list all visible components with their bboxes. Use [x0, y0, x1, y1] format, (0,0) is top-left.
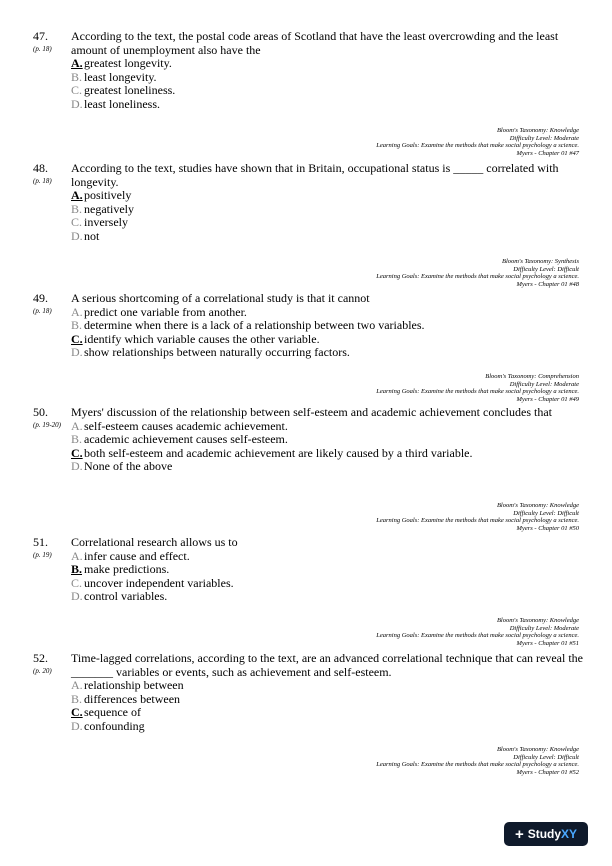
question-number: 51. — [33, 535, 48, 549]
option-d — [71, 460, 583, 474]
option-b — [71, 71, 583, 85]
option-c — [71, 333, 583, 347]
option-letter: D. — [71, 459, 83, 474]
option-text: make predictions. — [84, 562, 170, 577]
difficulty-level: Difficulty Level: Difficult — [513, 265, 579, 273]
option-text: least longevity. — [84, 69, 157, 84]
question-text: According to the text, the postal code areas of Scotland that have the least overcrowding and the least amount of unemployment also have the — [71, 29, 559, 57]
question-text: According to the text, studies have shown that in Britain, occupational status is _____ correlated with longevity. — [71, 161, 559, 189]
question-50 — [33, 406, 583, 474]
option-b — [71, 433, 583, 447]
question-metadata — [376, 373, 579, 403]
option-letter: D. — [71, 718, 83, 733]
blooms-taxonomy: Bloom's Taxonomy: Knowledge — [496, 617, 579, 624]
learning-goals: Learning Goals: Examine the methods that make social psychology a science. — [376, 142, 579, 150]
option-text: differences between — [84, 691, 181, 706]
option-text: greatest longevity. — [84, 56, 172, 70]
option-text: self-esteem causes academic achievement. — [84, 418, 288, 433]
source-reference: Myers - Chapter 01 #49 — [516, 395, 579, 403]
option-letter: D. — [71, 228, 83, 243]
source-reference: Myers - Chapter 01 #47 — [516, 149, 579, 157]
learning-goals: Learning Goals: Examine the methods that make social psychology a science. — [376, 761, 579, 769]
option-letter: A. — [71, 188, 83, 202]
blooms-taxonomy: Bloom's Taxonomy: Knowledge — [496, 502, 579, 509]
option-text: infer cause and effect. — [84, 548, 190, 563]
option-text: both self-esteem and academic achievement are likely caused by a third variable. — [84, 445, 473, 460]
option-a — [71, 679, 583, 693]
page-reference: (p. 19) — [33, 551, 52, 559]
option-d — [71, 720, 583, 734]
option-c — [71, 706, 583, 720]
option-text: not — [84, 228, 100, 243]
options-list — [71, 306, 583, 360]
option-text: identify which variable causes the other variable. — [84, 331, 320, 346]
studyxy-logo[interactable] — [504, 822, 588, 846]
option-a — [71, 306, 583, 320]
option-text: greatest loneliness. — [84, 83, 176, 98]
question-number: 52. — [33, 651, 48, 665]
option-letter: C. — [71, 445, 83, 460]
option-letter: D. — [71, 589, 83, 604]
question-48 — [33, 162, 583, 243]
option-text: show relationships between naturally occurring factors. — [84, 345, 350, 360]
page-reference: (p. 18) — [33, 307, 52, 315]
page-reference: (p. 19-20) — [33, 421, 61, 429]
blooms-taxonomy: Bloom's Taxonomy: Synthesis — [502, 258, 579, 265]
options-list — [71, 57, 583, 111]
question-metadata — [376, 502, 579, 532]
option-text: predict one variable from another. — [84, 304, 247, 319]
option-d — [71, 346, 583, 360]
options-list — [71, 420, 583, 474]
option-text: control variables. — [84, 589, 168, 604]
question-number: 50. — [33, 405, 48, 419]
question-text: Myers' discussion of the relationship between self-esteem and academic achievement concludes that — [71, 405, 552, 419]
learning-goals: Learning Goals: Examine the methods that make social psychology a science. — [376, 517, 579, 525]
source-reference: Myers - Chapter 01 #52 — [516, 768, 579, 776]
option-c — [71, 216, 583, 230]
option-text: inversely — [84, 215, 128, 230]
option-a — [71, 57, 583, 71]
option-letter: B. — [71, 201, 83, 216]
question-47 — [33, 30, 583, 111]
option-letter: C. — [71, 705, 83, 720]
options-list — [71, 550, 583, 604]
option-text: determine when there is a lack of a relationship between two variables. — [84, 318, 425, 333]
option-letter: C. — [71, 215, 83, 230]
question-number: 49. — [33, 291, 48, 305]
option-letter: D. — [71, 345, 83, 360]
option-letter: B. — [71, 562, 83, 577]
option-letter: D. — [71, 96, 83, 111]
option-b — [71, 319, 583, 333]
option-text: academic achievement causes self-esteem. — [84, 432, 288, 447]
option-text: uncover independent variables. — [84, 575, 234, 590]
question-metadata — [376, 258, 579, 288]
question-text: Time-lagged correlations, according to the text, are an advanced correlational technique that can reveal the _______ variables or events, such as achievement and self-esteem. — [71, 651, 583, 679]
source-reference: Myers - Chapter 01 #50 — [516, 524, 579, 532]
option-c — [71, 84, 583, 98]
question-number: 48. — [33, 161, 48, 175]
option-letter: A. — [71, 418, 83, 433]
blooms-taxonomy: Bloom's Taxonomy: Comprehension — [485, 373, 579, 380]
page-reference: (p. 20) — [33, 667, 52, 675]
option-letter: C. — [71, 331, 83, 346]
question-metadata — [376, 617, 579, 647]
option-text: negatively — [84, 201, 134, 216]
option-text: positively — [84, 188, 132, 202]
option-letter: B. — [71, 691, 83, 706]
logo-brand-text: Study — [527, 827, 562, 841]
option-letter: A. — [71, 304, 83, 319]
page-reference: (p. 18) — [33, 45, 52, 53]
option-letter: A. — [71, 56, 83, 70]
option-letter: A. — [71, 548, 83, 563]
question-52 — [33, 652, 583, 733]
question-49 — [33, 292, 583, 360]
source-reference: Myers - Chapter 01 #48 — [516, 280, 579, 288]
learning-goals: Learning Goals: Examine the methods that make social psychology a science. — [376, 388, 579, 396]
option-a — [71, 420, 583, 434]
option-b — [71, 563, 583, 577]
blooms-taxonomy: Bloom's Taxonomy: Knowledge — [496, 127, 579, 134]
difficulty-level: Difficulty Level: Difficult — [513, 753, 579, 761]
options-list — [71, 679, 583, 733]
option-letter: B. — [71, 69, 83, 84]
options-list — [71, 189, 583, 243]
difficulty-level: Difficulty Level: Difficult — [513, 509, 579, 517]
option-letter: B. — [71, 432, 83, 447]
question-51 — [33, 536, 583, 604]
page-reference: (p. 18) — [33, 177, 52, 185]
option-text: sequence of — [84, 705, 141, 720]
option-a — [71, 550, 583, 564]
difficulty-level: Difficulty Level: Moderate — [509, 134, 579, 142]
question-metadata — [376, 127, 579, 157]
source-reference: Myers - Chapter 01 #51 — [516, 639, 579, 647]
logo-brand-accent: XY — [561, 827, 578, 841]
option-b — [71, 203, 583, 217]
option-letter: B. — [71, 318, 83, 333]
question-metadata — [376, 746, 579, 776]
option-d — [71, 98, 583, 112]
option-letter: C. — [71, 83, 83, 98]
option-letter: A. — [71, 678, 83, 692]
option-c — [71, 577, 583, 591]
option-text: relationship between — [84, 678, 184, 692]
option-text: confounding — [84, 718, 145, 733]
option-c — [71, 447, 583, 461]
option-text: None of the above — [84, 459, 173, 474]
learning-goals: Learning Goals: Examine the methods that make social psychology a science. — [376, 273, 579, 281]
learning-goals: Learning Goals: Examine the methods that make social psychology a science. — [376, 632, 579, 640]
difficulty-level: Difficulty Level: Moderate — [509, 380, 579, 388]
option-a — [71, 189, 583, 203]
option-letter: C. — [71, 575, 83, 590]
plus-icon: + — [514, 825, 524, 843]
option-d — [71, 590, 583, 604]
question-text: Correlational research allows us to — [71, 535, 238, 549]
blooms-taxonomy: Bloom's Taxonomy: Knowledge — [496, 746, 579, 753]
option-text: least loneliness. — [84, 96, 160, 111]
option-d — [71, 230, 583, 244]
question-text: A serious shortcoming of a correlational study is that it cannot — [71, 291, 370, 305]
question-number: 47. — [33, 29, 48, 43]
option-b — [71, 693, 583, 707]
difficulty-level: Difficulty Level: Moderate — [509, 624, 579, 632]
